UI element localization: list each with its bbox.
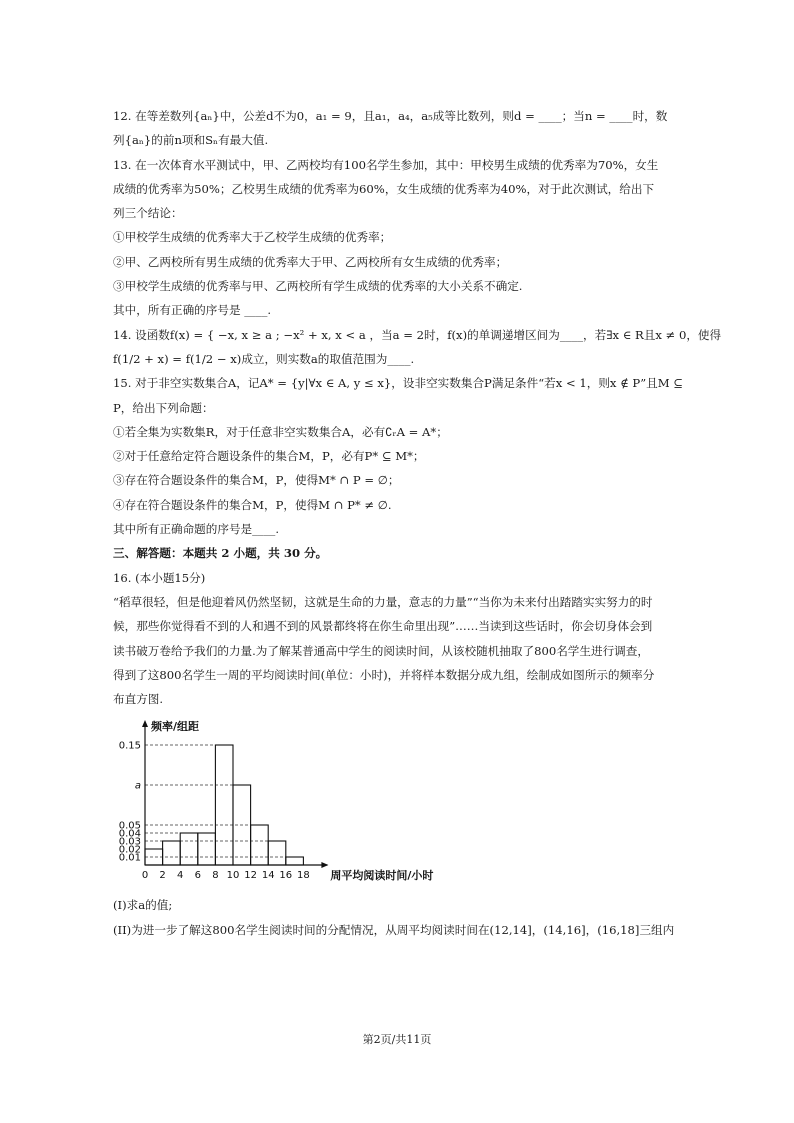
q15-line-2: P，给出下列命题： xyxy=(113,400,214,415)
q12-line-2: 列{aₙ}的前n项和Sₙ有最大值. xyxy=(113,133,269,148)
q16-line-1: “稻草很轻，但是他迎着风仍然坚韧，这就是生命的力量，意志的力量”“当你为未来付出踏踏实实努力的时 xyxy=(113,594,653,609)
x-tick-label: 18 xyxy=(297,870,310,882)
q16-line-2: 候，那些你觉得看不到的人和遇不到的风景都终将在你生命里出现”……当读到这些话时，你会切身体会到 xyxy=(113,619,653,634)
q15-proposition-3: ③存在符合题设条件的集合M，P，使得M* ∩ P = ∅； xyxy=(113,473,400,488)
x-tick-label: 8 xyxy=(212,870,219,882)
histogram-svg xyxy=(115,719,434,887)
section-3-heading: 三、解答题：本题共 2 小题，共 30 分。 xyxy=(113,546,328,561)
histogram-bar xyxy=(268,841,286,865)
q16-line-5: 布直方图. xyxy=(113,692,164,707)
y-tick-label: 0.15 xyxy=(118,740,141,752)
y-tick-label: 0.01 xyxy=(118,852,141,864)
page-footer: 第2页/共11页 xyxy=(362,1033,432,1046)
x-tick-label: 14 xyxy=(261,870,275,882)
frequency-histogram xyxy=(115,719,434,887)
q16-line-3: 读书破万卷给予我们的力量.为了解某普通高中学生的阅读时间，从该校随机抽取了800名学生进行调查， xyxy=(113,643,649,658)
q13-line-1: 13. 在一次体育水平测试中，甲、乙两校均有100名学生参加，其中：甲校男生成绩的优秀率为70%，女生 xyxy=(113,157,659,172)
histogram-bars xyxy=(145,745,303,865)
x-tick-label: 16 xyxy=(279,870,293,882)
y-axis-label: 频率/组距 xyxy=(151,720,200,734)
q13-line-3: 列三个结论： xyxy=(113,206,183,221)
y-tick-label: 0.04 xyxy=(118,828,141,840)
x-tick-label: 4 xyxy=(177,870,184,882)
x-axis-label: 周平均阅读时间/小时 xyxy=(330,869,434,883)
y-tick-labels xyxy=(119,741,141,864)
q13-conclusion-2: ②甲、乙两校所有男生成绩的优秀率大于甲、乙两校所有女生成绩的优秀率； xyxy=(113,254,508,269)
x-tick-label: 12 xyxy=(244,870,257,882)
x-tick-labels xyxy=(142,870,310,881)
histogram-bar xyxy=(251,825,269,865)
q16-subquestion-1: (I)求a的值; xyxy=(113,898,173,913)
x-axis-arrow xyxy=(321,862,328,868)
x-tick-label: 0 xyxy=(141,870,149,882)
page-content xyxy=(113,104,722,942)
q13-line-2: 成绩的优秀率为50%；乙校男生成绩的优秀率为60%，女生成绩的优秀率为40%，对于此次测试，给出下 xyxy=(113,181,655,196)
q15-proposition-1: ①若全集为实数集R，对于任意非空实数集合A，必有∁ᵣA = A*； xyxy=(113,424,448,439)
histogram-bar xyxy=(163,841,181,865)
histogram-bar xyxy=(198,833,216,865)
histogram-bar xyxy=(215,745,233,865)
x-tick-label: 10 xyxy=(226,870,240,882)
q14-line-1: 14. 设函数f(x) = { −x, x ≥ a ; −x² + x, x < a ，当a = 2时，f(x)的单调递增区间为____，若∃x ∈ R且x ≠ 0，使得 xyxy=(113,327,722,342)
q13-conclusion-3: ③甲校学生成绩的优秀率与甲、乙两校所有学生成绩的优秀率的大小关系不确定. xyxy=(113,279,523,294)
q16-heading: 16. (本小题15分) xyxy=(113,570,206,585)
x-tick-label: 6 xyxy=(194,870,201,882)
y-tick-label: 0.05 xyxy=(118,820,141,832)
q12-line-1: 12. 在等差数列{aₙ}中，公差d不为0，a₁ = 9，且a₁，a₄，a₅成等比数列，则d = ____；当n = ____时，数 xyxy=(113,109,668,123)
histogram-bar xyxy=(180,833,198,865)
y-tick-label: 0.02 xyxy=(118,844,141,856)
q13-answer-line: 其中，所有正确的序号是 ____. xyxy=(113,303,272,318)
x-tick-label: 2 xyxy=(159,870,166,882)
q13-conclusion-1: ①甲校学生成绩的优秀率大于乙校学生成绩的优秀率； xyxy=(113,230,392,245)
q15-line-1: 15. 对于非空实数集合A，记A* = {y|∀x ∈ A, y ≤ x}，设非空实数集合P满足条件“若x < 1，则x ∉ P”且M ⊆ xyxy=(113,376,684,391)
q15-proposition-4: ④存在符合题设条件的集合M，P，使得M ∩ P* ≠ ∅. xyxy=(113,497,392,512)
y-tick-label: 0.03 xyxy=(118,836,141,848)
q16-line-4: 得到了这800名学生一周的平均阅读时间(单位：小时)，并将样本数据分成九组，绘制成如图所示的频率分 xyxy=(113,667,655,682)
q14-line-2: f(1/2 + x) = f(1/2 − x)成立，则实数a的取值范围为____. xyxy=(113,351,415,366)
y-axis-arrow xyxy=(142,720,148,727)
q15-answer-line: 其中所有正确命题的序号是____. xyxy=(113,522,279,537)
q16-subquestion-2: (II)为进一步了解这800名学生阅读时间的分配情况，从周平均阅读时间在(12,14]，(14,16]，(16,18]三组内 xyxy=(113,922,675,937)
y-tick-label: a xyxy=(134,780,141,792)
q15-proposition-2: ②对于任意给定符合题设条件的集合M，P，必有P* ⊆ M*； xyxy=(113,449,425,464)
histogram-bar xyxy=(286,857,304,865)
